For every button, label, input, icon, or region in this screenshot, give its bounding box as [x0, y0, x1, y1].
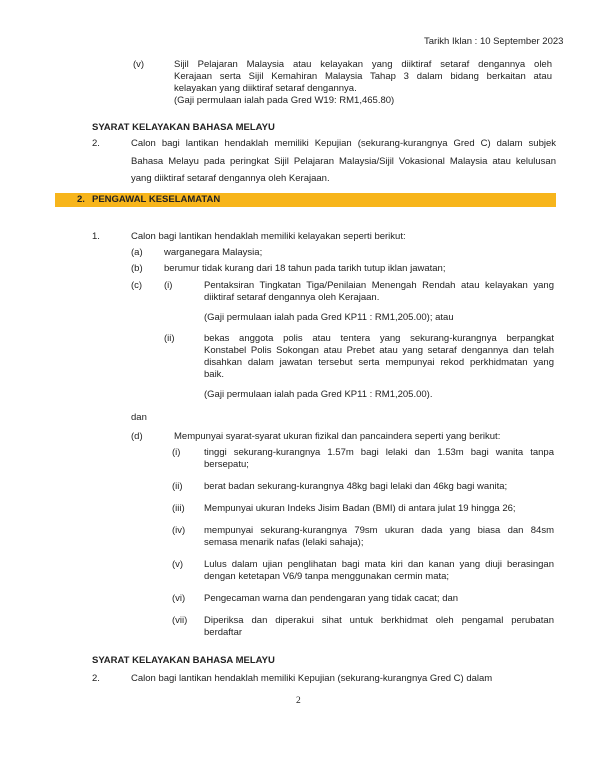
bm-line3-1: yang diiktiraf setaraf dengannya oleh Kerajaan.: [131, 173, 330, 184]
req-c-ii-salary: (Gaji permulaan ialah pada Gred KP11 : RM1,205.00).: [204, 389, 433, 400]
bm-line1-1: Calon bagi lantikan hendaklah memiliki Kepujian (sekurang-kurangnya Gred C) dalam subjek: [131, 138, 556, 149]
section-number: 2.: [77, 194, 85, 205]
req-d-ii-label: (ii): [172, 481, 183, 492]
bm-line1-2: Calon bagi lantikan hendaklah memiliki Kepujian (sekurang-kurangnya Gred C) dalam: [131, 673, 493, 684]
req-intro: Calon bagi lantikan hendaklah memiliki kelayakan seperti berikut:: [131, 231, 406, 242]
req-d-i-line1: tinggi sekurang-kurangnya 1.57m bagi lelaki dan 1.53m bagi wanita tanpa: [204, 447, 554, 458]
item-v-line2: Kerajaan serta Sijil Kemahiran Malaysia Tahap 3 dalam bidang berkaitan atau: [174, 71, 552, 82]
req-c-ii-line2: Konstabel Polis Sokongan atau Prebet atau yang setaraf dengannya dan telah: [204, 345, 554, 356]
item-v-salary: (Gaji permulaan ialah pada Gred W19: RM1,465.80): [174, 95, 395, 106]
req-d-vii-line2: berdaftar: [204, 627, 243, 638]
req-d-iv-line1: mempunyai sekurang-kurangnya 79sm ukuran dada yang biasa dan 84sm: [204, 525, 554, 536]
item-v-line3: kelayakan yang diiktiraf setaraf dengannya.: [174, 83, 357, 94]
req-d-iii-text: Mempunyai ukuran Indeks Jisim Badan (BMI) di antara julat 19 hingga 26;: [204, 503, 516, 514]
req-d-i-line2: bersepatu;: [204, 459, 249, 470]
ad-date: Tarikh Iklan : 10 September 2023: [424, 36, 564, 47]
req-c-ii-line4: baik.: [204, 369, 225, 380]
req-c-i-line1: Pentaksiran Tingkatan Tiga/Penilaian Menengah Rendah atau kelayakan yang: [204, 280, 554, 291]
req-d-vii-line1: Diperiksa dan diperakui sihat untuk berkhidmat oleh pengamal perubatan: [204, 615, 554, 626]
req-a-text: warganegara Malaysia;: [164, 247, 263, 258]
req-d-label: (d): [131, 431, 143, 442]
req-c-ii-line3: disahkan dalam jawatan tersebut serta mempunyai rekod perkhidmatan yang: [204, 357, 554, 368]
req-a-label: (a): [131, 247, 143, 258]
req-d-iv-line2: semasa menarik nafas (lelaki sahaja);: [204, 537, 364, 548]
bm-number-2: 2.: [92, 673, 100, 684]
req-d-v-label: (v): [172, 559, 184, 570]
page-number: 2: [296, 696, 301, 706]
item-v-line1: Sijil Pelajaran Malaysia atau kelayakan yang diiktiraf setaraf dengannya oleh: [174, 59, 552, 70]
req-b-text: berumur tidak kurang dari 18 tahun pada tarikh tutup iklan jawatan;: [164, 263, 446, 274]
req-c-ii-line1: bekas anggota polis atau tentera yang sekurang-kurangnya berpangkat: [204, 333, 554, 344]
req-d-vii-label: (vii): [172, 615, 188, 626]
req-c-label: (c): [131, 280, 143, 291]
req-d-text: Mempunyai syarat-syarat ukuran fizikal dan pancaindera seperti yang berikut:: [174, 431, 501, 442]
bm-heading-2: SYARAT KELAYAKAN BAHASA MELAYU: [92, 655, 275, 666]
section-title: PENGAWAL KESELAMATAN: [92, 194, 221, 205]
req-b-label: (b): [131, 263, 143, 274]
req-d-iii-label: (iii): [172, 503, 185, 514]
req-d-v-line2: dengan ketetapan V6/9 tanpa menggunakan cermin mata;: [204, 571, 450, 582]
req-c-ii-label: (ii): [164, 333, 175, 344]
bm-number-1: 2.: [92, 138, 100, 149]
req-c-i-salary: (Gaji permulaan ialah pada Gred KP11 : RM1,205.00); atau: [204, 312, 454, 323]
section-header-band: [55, 193, 556, 207]
req-d-iv-label: (iv): [172, 525, 186, 536]
bm-heading-1: SYARAT KELAYAKAN BAHASA MELAYU: [92, 122, 275, 133]
req-d-vi-label: (vi): [172, 593, 186, 604]
req-c-i-line2: diiktiraf setaraf dengannya oleh Kerajaan.: [204, 292, 380, 303]
req-number: 1.: [92, 231, 100, 242]
item-v-label: (v): [133, 59, 145, 70]
req-c-i-label: (i): [164, 280, 173, 291]
req-dan: dan: [131, 412, 147, 423]
req-d-i-label: (i): [172, 447, 181, 458]
bm-line2-1: Bahasa Melayu pada peringkat Sijil Pelajaran Malaysia/Sijil Vokasional Malaysia atau kelulusan: [131, 156, 556, 167]
req-d-ii-text: berat badan sekurang-kurangnya 48kg bagi lelaki dan 46kg bagi wanita;: [204, 481, 508, 492]
req-d-v-line1: Lulus dalam ujian penglihatan bagi mata kiri dan kanan yang diuji berasingan: [204, 559, 554, 570]
req-d-vi-text: Pengecaman warna dan pendengaran yang tidak cacat; dan: [204, 593, 459, 604]
